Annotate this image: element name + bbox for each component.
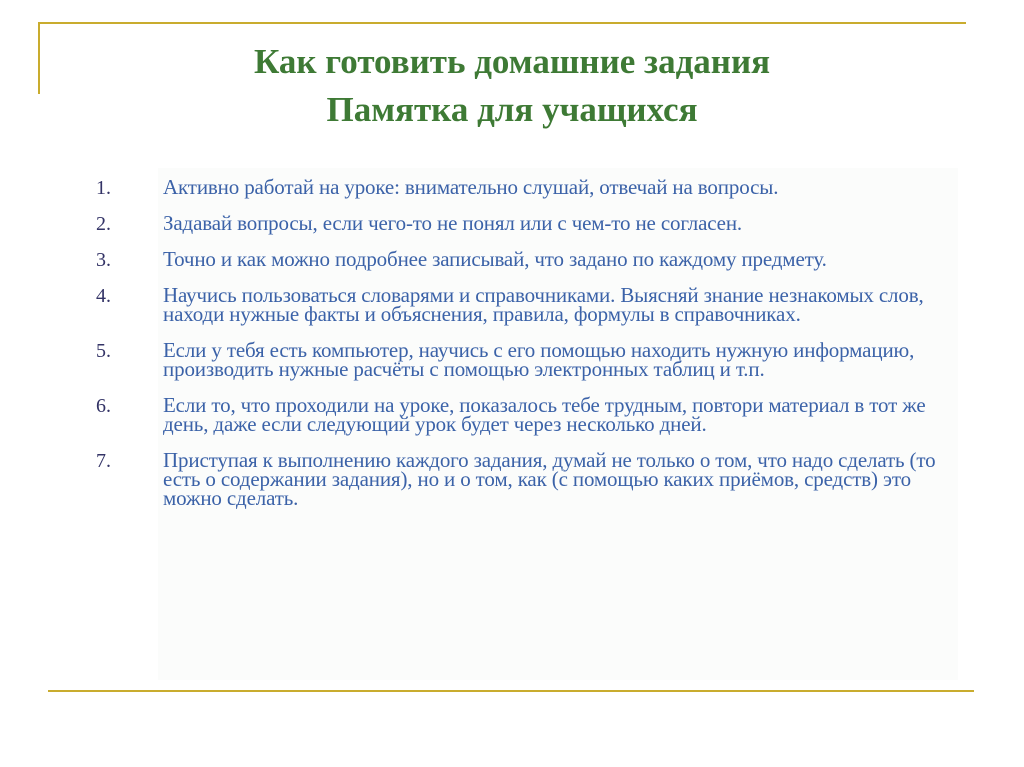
item-number: 6. — [96, 395, 111, 417]
item-number: 7. — [96, 450, 111, 472]
item-number: 5. — [96, 340, 111, 362]
item-number: 2. — [96, 213, 111, 235]
instruction-list — [96, 175, 946, 525]
bottom-rule — [48, 690, 974, 692]
item-number: 3. — [96, 249, 111, 271]
list-item — [96, 448, 946, 510]
item-text: Активно работай на уроке: внимательно слушай, отвечай на вопросы. — [163, 175, 779, 199]
item-text: Точно и как можно подробнее записывай, что задано по каждому предмету. — [163, 247, 827, 271]
list-item — [96, 247, 946, 271]
item-text: Приступая к выполнению каждого задания, думай не только о том, что надо сделать (то есть о содержании задания), но и о том, как (с помощью каких приёмов, средств) это можно сделать. — [163, 448, 936, 510]
item-number: 4. — [96, 285, 111, 307]
item-text: Если то, что проходили на уроке, показалось тебе трудным, повтори материал в тот же день, даже если следующий урок будет через несколько дней. — [163, 393, 926, 436]
slide-title — [0, 38, 1024, 134]
list-item — [96, 393, 946, 436]
list-item — [96, 211, 946, 235]
title-line-1: Как готовить домашние задания — [253, 42, 771, 81]
title-line-2: Памятка для учащихся — [326, 90, 698, 129]
top-rule — [38, 22, 966, 24]
item-text: Если у тебя есть компьютер, научись с его помощью находить нужную информацию, производить нужные расчёты с помощью электронных таблиц и т.п. — [163, 338, 915, 381]
list-item — [96, 283, 946, 326]
list-item — [96, 338, 946, 381]
item-number: 1. — [96, 177, 111, 199]
item-text: Задавай вопросы, если чего-то не понял или с чем-то не согласен. — [163, 211, 743, 235]
item-text: Научись пользоваться словарями и справочниками. Выясняй знание незнакомых слов, находи нужные факты и объяснения, правила, формулы в справочниках. — [163, 283, 924, 326]
list-item — [96, 175, 946, 199]
